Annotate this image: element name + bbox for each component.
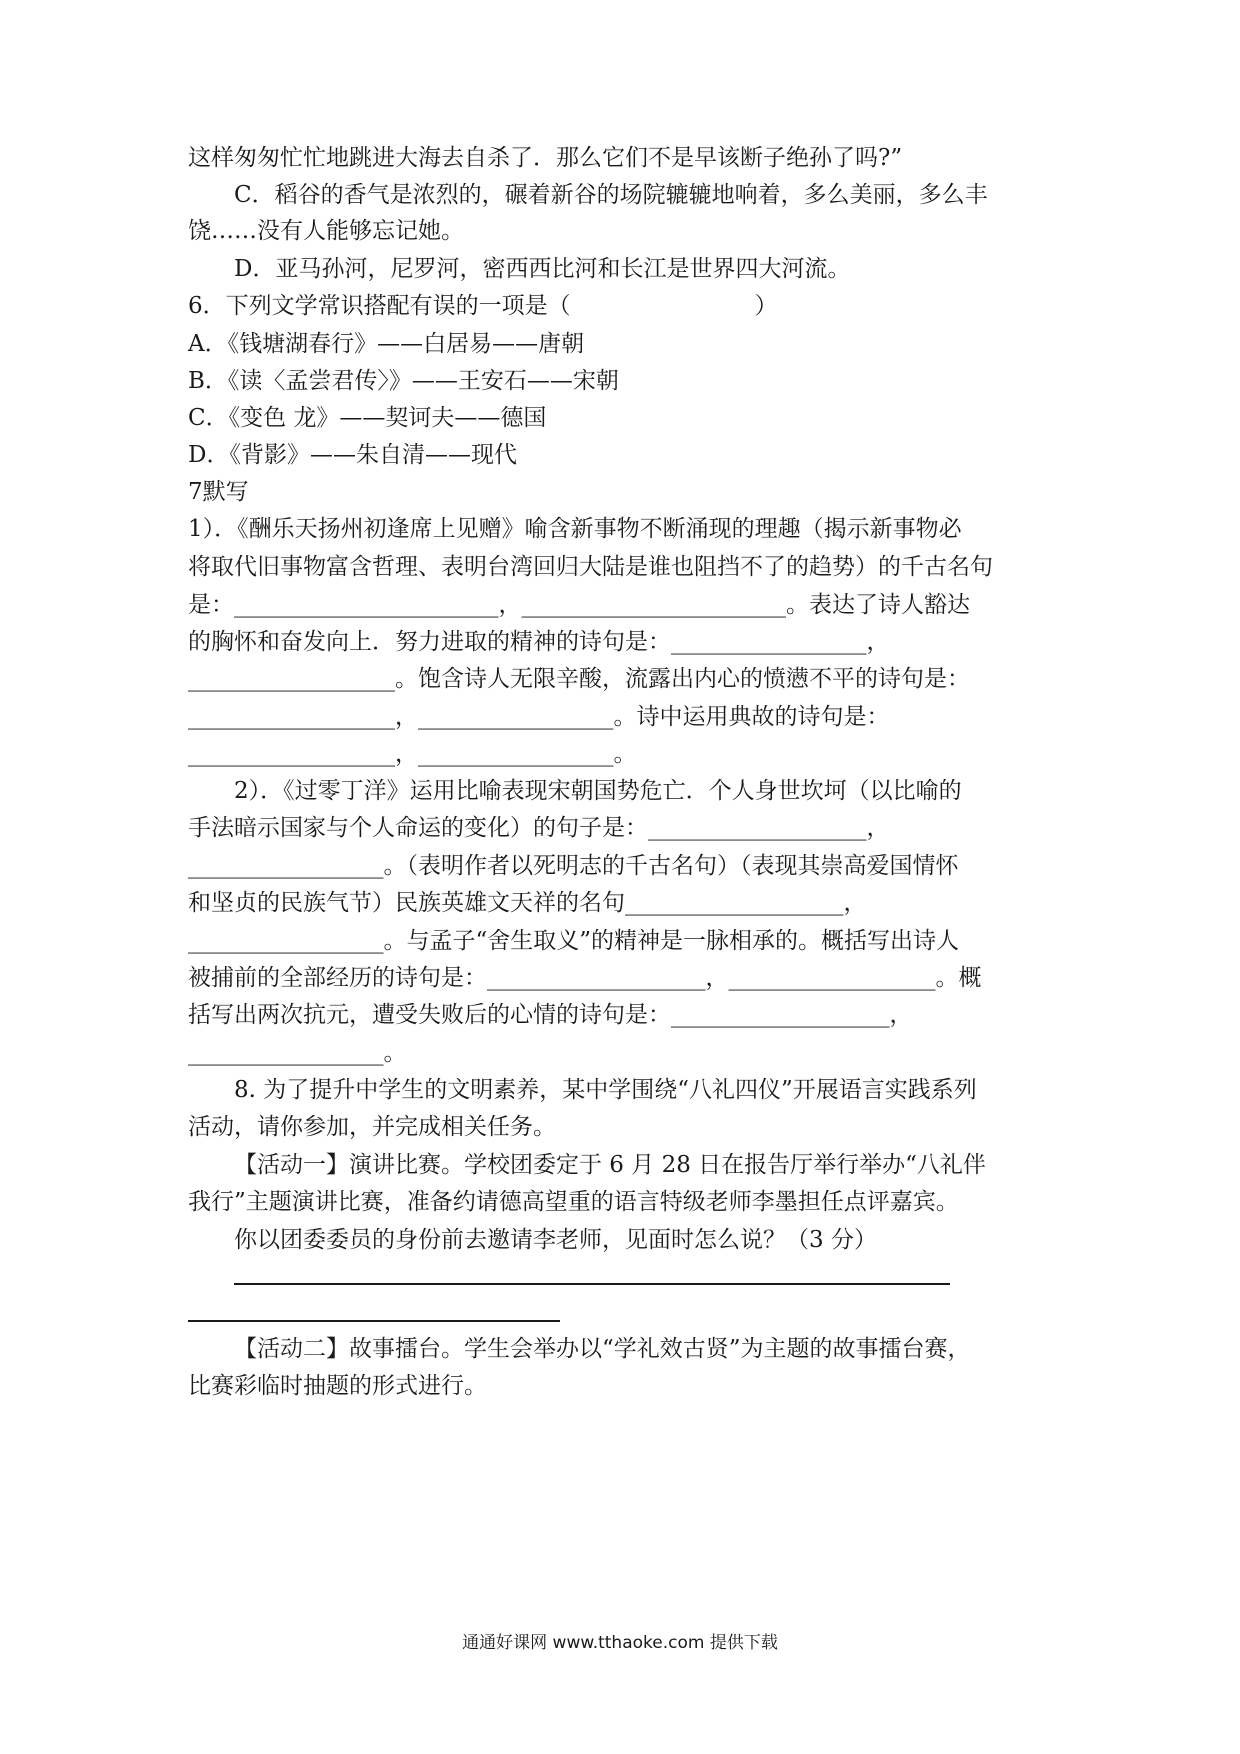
question-7-part2-line: 和坚贞的民族气节）民族英雄文天祥的名句___________________， <box>188 890 867 916</box>
option-d-line: D．亚马孙河，尼罗河，密西西比河和长江是世界四大河流。 <box>234 256 851 282</box>
question-7-title: 7默写 <box>188 479 249 505</box>
question-6-option-c: C．《变色 龙》——契诃夫——德国 <box>188 405 547 431</box>
activity-1-prompt: 你以团委委员的身份前去邀请李老师，见面时怎么说？（3 分） <box>234 1227 877 1253</box>
question-7-part2-line: 括写出两次抗元，遭受失败后的心情的诗句是：___________________， <box>188 1002 913 1028</box>
question-6-option-d: D．《背影》——朱自清——现代 <box>188 442 517 468</box>
question-7-part1-line: 将取代旧事物富含哲理、表明台湾回归大陆是谁也阻挡不了的趋势）的千古名句 <box>188 554 993 580</box>
question-6-option-b: B．《读〈孟尝君传〉》——王安石——宋朝 <box>188 368 619 394</box>
activity-2-line: 比赛彩临时抽题的形式进行。 <box>188 1373 487 1399</box>
question-6-title: 6．下列文学常识搭配有误的一项是（ ） <box>188 293 778 319</box>
question-6-option-a: A．《钱塘湖春行》——白居易——唐朝 <box>188 331 585 357</box>
document-page <box>188 0 1060 1754</box>
question-7-part2-line: 被捕前的全部经历的诗句是：___________________，__________________。概 <box>188 965 982 991</box>
question-7-part1-line: __________________，_________________。诗中运用典故的诗句是： <box>188 704 890 730</box>
question-7-part1-line: 是：_______________________，_______________________。表达了诗人豁达 <box>188 592 970 618</box>
question-7-part2-line: 2）．《过零丁洋》运用比喻表现宋朝国势危亡．个人身世坎坷（以比喻的 <box>234 778 962 804</box>
question-7-part2-line: _________________。 <box>188 1040 407 1066</box>
answer-line <box>188 1320 560 1322</box>
question-7-part1-line: 1）．《酬乐天扬州初逢席上见赠》喻含新事物不断涌现的理趣（揭示新事物必 <box>188 516 962 542</box>
text-line: 这样匆匆忙忙地跳进大海去自杀了．那么它们不是早该断子绝孙了吗?” <box>188 145 903 171</box>
question-8-line: 活动，请你参加，并完成相关任务。 <box>188 1114 556 1140</box>
question-7-part1-line: __________________。饱含诗人无限辛酸，流露出内心的愤懑不平的诗句是： <box>188 666 970 692</box>
answer-line <box>234 1283 950 1285</box>
question-7-part1-line: __________________，_________________。 <box>188 741 637 767</box>
question-8-title: 8. 为了提升中学生的文明素养，某中学围绕“八礼四仪”开展语言实践系列 <box>234 1077 977 1103</box>
text-line: 饶……没有人能够忘记她。 <box>188 218 464 244</box>
page-footer: 通通好课网 www.tthaoke.com 提供下载 <box>462 1633 778 1653</box>
question-7-part1-line: 的胸怀和奋发向上．努力进取的精神的诗句是：_________________， <box>188 629 890 655</box>
question-7-part2-line: _________________。（表明作者以死明志的千古名句）（表现其崇高爱国情怀 <box>188 853 959 879</box>
question-7-part2-line: _________________。与孟子“舍生取义”的精神是一脉相承的。概括写出诗人 <box>188 928 960 954</box>
option-c-line: C．稻谷的香气是浓烈的，碾着新谷的场院辘辘地响着，多么美丽，多么丰 <box>234 182 988 208</box>
activity-1-line: 我行”主题演讲比赛，准备约请德高望重的语言特级老师李墨担任点评嘉宾。 <box>188 1189 959 1215</box>
activity-1-line: 【活动一】演讲比赛。学校团委定于 6 月 28 日在报告厅举行举办“八礼伴 <box>234 1152 986 1178</box>
question-7-part2-line: 手法暗示国家与个人命运的变化）的句子是：___________________， <box>188 815 890 841</box>
activity-2-line: 【活动二】故事擂台。学生会举办以“学礼效古贤”为主题的故事擂台赛， <box>234 1336 971 1362</box>
